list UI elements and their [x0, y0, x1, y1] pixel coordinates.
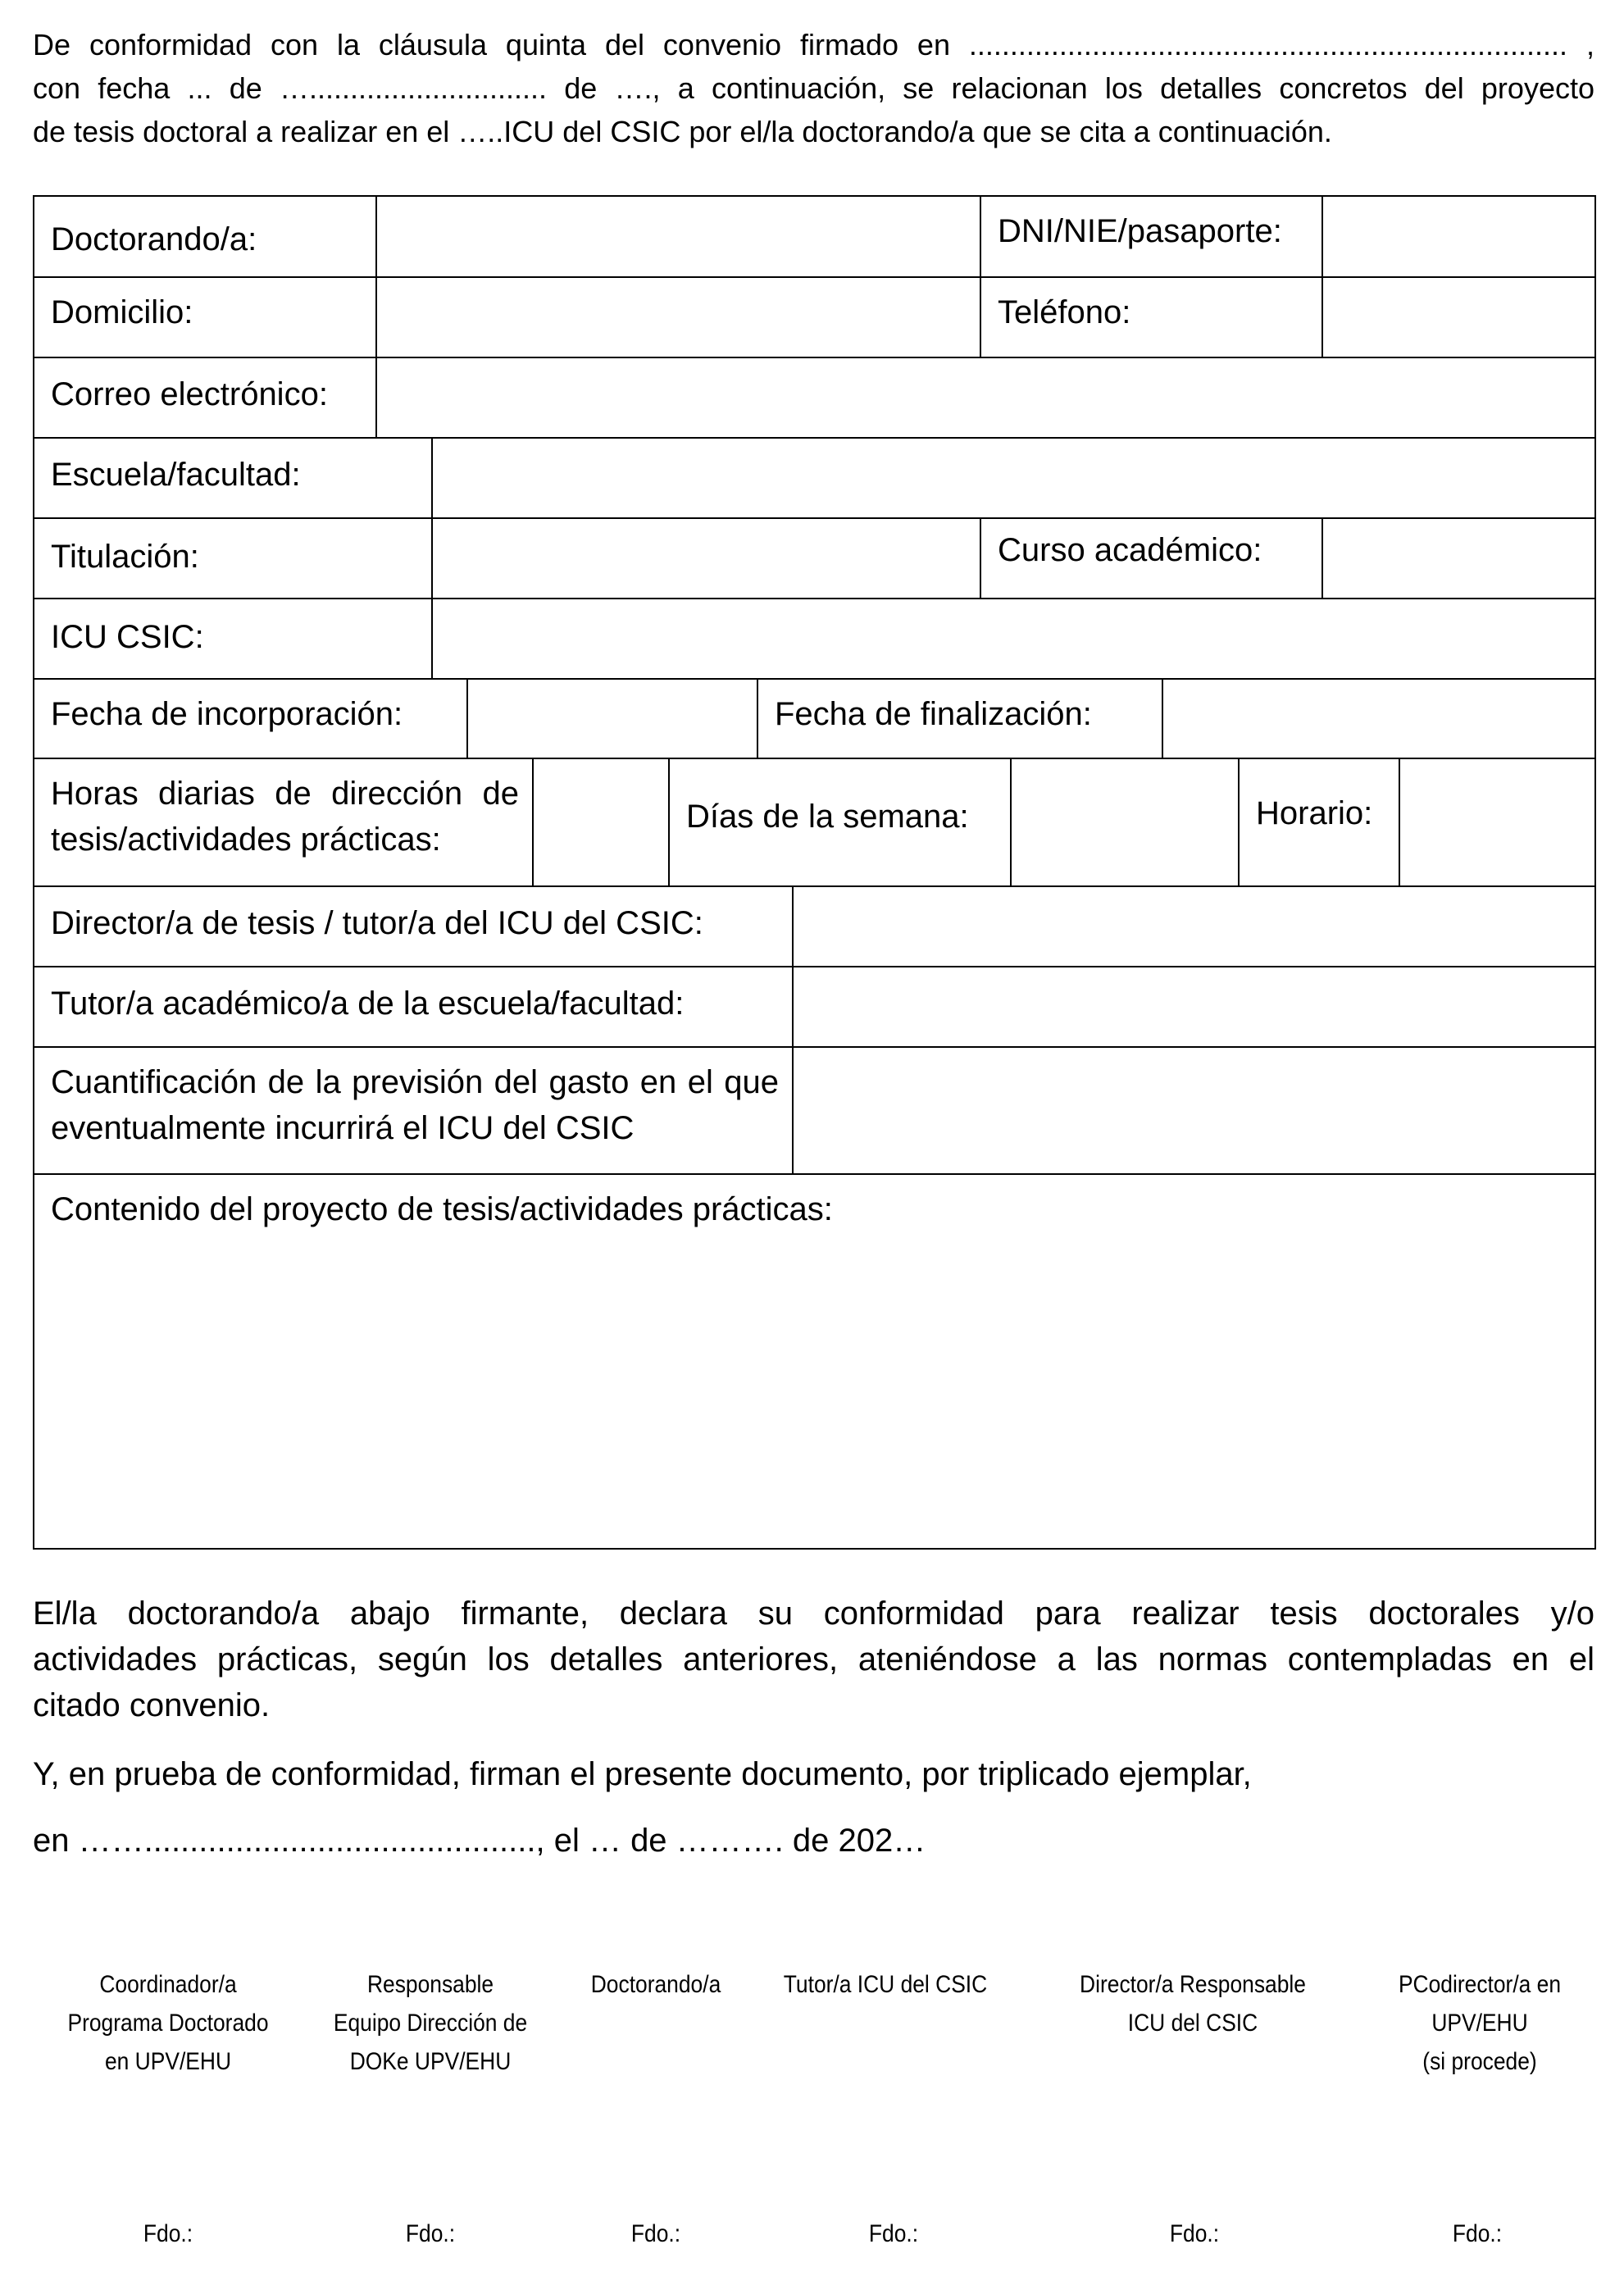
place-date-line: en ……..........................................., el … de ………. de 202… [33, 1823, 926, 1859]
row-icu [34, 599, 1594, 680]
field-domicilio[interactable] [377, 278, 981, 357]
field-dias[interactable] [1012, 759, 1240, 885]
signature-coordinador [49, 1965, 287, 2081]
declaration-line-2: actividades prácticas, según los detalles anteriores, ateniéndose a las normas contempladas en el [33, 1641, 1594, 1677]
row-director [34, 887, 1594, 967]
field-telefono[interactable] [1323, 278, 1594, 357]
field-tutor-academico[interactable] [794, 967, 1594, 1046]
declaration-line-1: El/la doctorando/a abajo firmante, declara su conformidad para realizar tesis doctorales y/o [33, 1595, 1594, 1632]
label-dias: Días de la semana: [670, 759, 1012, 885]
fdo-doctorando[interactable]: Fdo.: [630, 2220, 681, 2247]
row-contenido [34, 1175, 1594, 1548]
label-contenido: Contenido del proyecto de tesis/actividades prácticas: [51, 1191, 833, 1227]
fdo-responsable[interactable]: Fdo.: [405, 2220, 456, 2247]
signature-responsable-line1: Responsable [366, 1971, 494, 1998]
field-horas[interactable] [534, 759, 670, 885]
fdo-codirector[interactable]: Fdo.: [1452, 2220, 1503, 2247]
row-horas [34, 759, 1594, 887]
label-domicilio: Domicilio: [34, 278, 377, 357]
label-tutor-academico: Tutor/a académico/a de la escuela/facultad: [34, 967, 794, 1046]
label-escuela: Escuela/facultad: [34, 439, 433, 517]
field-dni[interactable] [1323, 197, 1594, 276]
signature-director-line2: ICU del CSIC [1127, 2010, 1258, 2037]
field-curso[interactable] [1323, 519, 1594, 598]
field-fecha-finalizacion[interactable] [1163, 680, 1594, 758]
signature-codirector [1375, 1965, 1584, 2081]
field-escuela[interactable] [433, 439, 1594, 517]
field-fecha-incorporacion[interactable] [468, 680, 758, 758]
signature-doctorando-line1: Doctorando/a [590, 1971, 721, 1998]
signature-director-responsable [1059, 1965, 1326, 2042]
signature-responsable-doke [312, 1965, 549, 2081]
signature-codirector-line1: PCodirector/a en [1398, 1971, 1562, 1998]
label-horario: Horario: [1240, 759, 1400, 885]
label-icu: ICU CSIC: [34, 599, 433, 678]
field-titulacion[interactable] [433, 519, 981, 598]
label-titulacion: Titulación: [34, 519, 433, 598]
row-doctorando [34, 197, 1594, 278]
fdo-tutor-icu[interactable]: Fdo.: [868, 2220, 919, 2247]
declaration-line-3: citado convenio. [33, 1687, 271, 1723]
label-doctorando: Doctorando/a: [34, 197, 377, 276]
field-correo[interactable] [377, 358, 1594, 437]
row-domicilio [34, 278, 1594, 358]
field-icu[interactable] [433, 599, 1594, 678]
field-doctorando[interactable] [377, 197, 981, 276]
label-cuantificacion: Cuantificación de la previsión del gasto en el que eventualmente incurrirá el ICU del CSIC [34, 1048, 794, 1173]
row-tutor-academico [34, 967, 1594, 1048]
label-fecha-finalizacion: Fecha de finalización: [758, 680, 1163, 758]
row-escuela [34, 439, 1594, 519]
signature-responsable-line3: DOKe UPV/EHU [349, 2048, 512, 2075]
fdo-director[interactable]: Fdo.: [1169, 2220, 1220, 2247]
declaration-paragraph [33, 1591, 1594, 1728]
label-correo: Correo electrónico: [34, 358, 377, 437]
details-table [33, 195, 1596, 1550]
signature-director-line1: Director/a Responsable [1080, 1971, 1306, 1998]
signature-responsable-line2: Equipo Dirección de [333, 2010, 528, 2037]
field-director[interactable] [794, 887, 1594, 966]
field-contenido[interactable] [34, 1175, 1594, 1548]
field-horario[interactable] [1400, 759, 1594, 885]
signature-tutor-icu [777, 1965, 994, 2004]
intro-line-2: con fecha ... de …............................. de …., a continuación, se relacionan los detalles concretos del proyecto [33, 71, 1594, 105]
row-titulacion [34, 519, 1594, 599]
label-fecha-incorporacion: Fecha de incorporación: [34, 680, 468, 758]
conformity-statement: Y, en prueba de conformidad, firman el presente documento, por triplicado ejemplar, [33, 1756, 1252, 1792]
signature-doctorando [569, 1965, 742, 2004]
label-curso: Curso académico: [981, 519, 1323, 598]
field-cuantificacion[interactable] [794, 1048, 1594, 1173]
signature-tutor-line1: Tutor/a ICU del CSIC [783, 1971, 988, 1998]
label-telefono: Teléfono: [981, 278, 1323, 357]
row-fechas [34, 680, 1594, 759]
signature-codirector-line3: (si procede) [1422, 2048, 1537, 2075]
fdo-coordinador[interactable]: Fdo.: [143, 2220, 193, 2247]
signature-coordinador-line2: Programa Doctorado [67, 2010, 269, 2037]
intro-line-3: de tesis doctoral a realizar en el …..ICU del CSIC por el/la doctorando/a que se cita a continuación. [33, 115, 1332, 148]
signature-coordinador-line1: Coordinador/a [99, 1971, 237, 1998]
label-dni: DNI/NIE/pasaporte: [981, 197, 1323, 276]
row-correo [34, 358, 1594, 439]
signature-coordinador-line3: en UPV/EHU [104, 2048, 232, 2075]
label-director: Director/a de tesis / tutor/a del ICU del CSIC: [34, 887, 794, 966]
intro-line-1: De conformidad con la cláusula quinta del convenio firmado en ......................................................................... , [33, 28, 1594, 61]
row-cuantificacion [34, 1048, 1594, 1175]
signature-codirector-line2: UPV/EHU [1431, 2010, 1528, 2037]
intro-paragraph [33, 23, 1594, 153]
label-horas: Horas diarias de dirección de tesis/actividades prácticas: [34, 759, 534, 885]
